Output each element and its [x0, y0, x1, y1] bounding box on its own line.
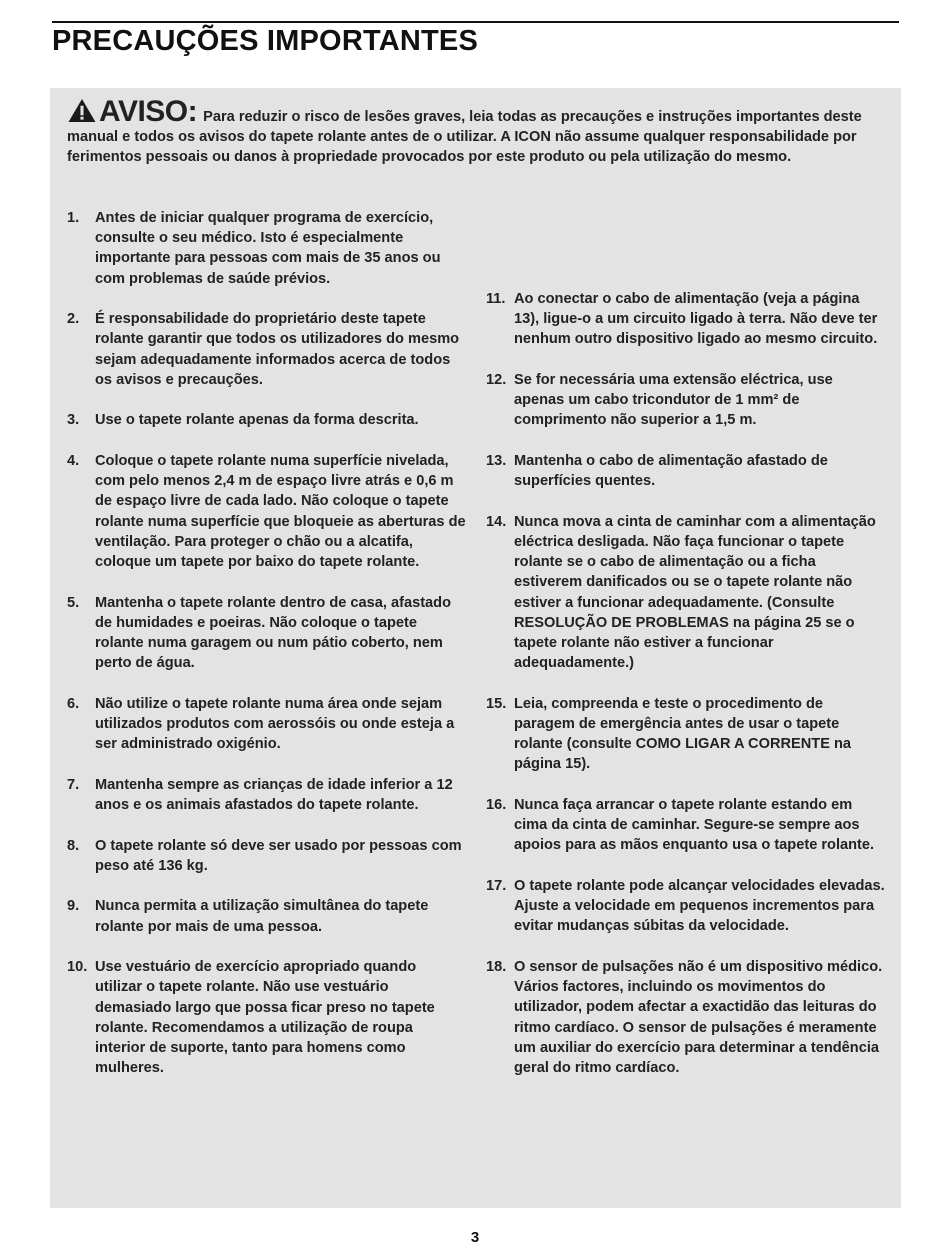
- precaution-number: 17.: [486, 878, 507, 895]
- precaution-text: Mantenha o tapete rolante dentro de casa, afastado de humidades e poeiras. Não coloque o tapete rolante numa garagem ou num pátio coberto, nem perto de água.: [95, 594, 452, 672]
- precaution-number: 8.: [67, 837, 80, 854]
- precaution-text: Use o tapete rolante apenas da forma descrita.: [95, 412, 419, 429]
- precaution-item: [486, 876, 886, 937]
- precaution-item: [67, 208, 467, 289]
- precaution-item: [486, 512, 886, 674]
- precaution-number: 5.: [67, 594, 80, 611]
- precaution-item: [486, 694, 886, 775]
- precautions-left-column: [67, 208, 467, 1099]
- precaution-item: [67, 957, 467, 1078]
- precaution-number: 9.: [67, 898, 80, 915]
- warning-text: Para reduzir o risco de lesões graves, leia todas as precauções e instruções importantes deste manual e todos os avisos do tapete rolante antes de o utilizar. A ICON não assume qualquer responsabilidade por ferimentos pessoais ou danos à propriedade provocados por este produto ou pela utilização do mesmo.: [67, 109, 862, 166]
- precaution-item: [486, 451, 886, 491]
- precaution-text: Antes de iniciar qualquer programa de exercício, consulte o seu médico. Isto é especialmente importante para pessoas com mais de 35 anos ou com problemas de saúde prévios.: [95, 210, 441, 287]
- precaution-item: [486, 795, 886, 856]
- precaution-item: [67, 775, 467, 815]
- precaution-text: Se for necessária uma extensão eléctrica, use apenas um cabo tricondutor de 1 mm² de comprimento não superior a 1,5 m.: [514, 372, 833, 429]
- page-title: PRECAUÇÕES IMPORTANTES: [52, 25, 479, 57]
- precaution-number: 18.: [486, 959, 507, 976]
- precaution-item: [486, 289, 886, 350]
- precaution-item: [67, 451, 467, 572]
- precaution-text: Nunca mova a cinta de caminhar com a alimentação eléctrica desligada. Não faça funcionar o tapete rolante se o cabo de alimentação ou a ficha estiverem danificados ou se o tapete rolante não estiver a funcionar adequadamente. (Consulte RESOLUÇÃO DE PROBLEMAS na página 25 se o tapete rolante não estiver a funcionar adequadamente.): [514, 513, 876, 672]
- precautions-list-right: [486, 289, 886, 1078]
- precaution-number: 1.: [67, 210, 80, 226]
- precaution-number: 10.: [67, 959, 88, 976]
- precaution-item: [67, 896, 467, 936]
- precaution-text: Mantenha sempre as crianças de idade inferior a 12 anos e os animais afastados do tapete rolante.: [95, 776, 453, 814]
- precaution-number: 14.: [486, 513, 507, 530]
- precaution-number: 7.: [67, 776, 80, 793]
- precaution-text: Não utilize o tapete rolante numa área onde sejam utilizados produtos com aerossóis ou onde esteja a ser administrado oxigénio.: [95, 695, 455, 753]
- precaution-item: [67, 309, 467, 390]
- precaution-text: Ao conectar o cabo de alimentação (veja a página 13), ligue-o a um circuito ligado à terra. Não deve ter nenhum outro dispositivo ligado ao mesmo circuito.: [514, 291, 878, 348]
- precaution-text: Use vestuário de exercício apropriado quando utilizar o tapete rolante. Não use vestuário demasiado largo que possa ficar preso no tapete rolante. Recomendamos a utilização de roupa interior de suporte, tanto para homens como mulheres.: [95, 959, 435, 1077]
- warning-block: [67, 95, 887, 168]
- warning-title: AVISO:: [99, 95, 198, 128]
- precaution-text: Leia, compreenda e teste o procedimento de paragem de emergência antes de usar o tapete rolante (consulte COMO LIGAR A CORRENTE na página 15).: [514, 695, 852, 773]
- page-number: 3: [470, 1229, 480, 1246]
- precautions-list-left: [67, 208, 467, 1078]
- warning-heading: [67, 95, 203, 128]
- precautions-right-column: [486, 289, 886, 1099]
- precaution-number: 13.: [486, 453, 507, 469]
- precaution-item: [67, 836, 467, 876]
- warning-triangle-icon: [67, 98, 97, 123]
- precaution-number: 15.: [486, 695, 507, 712]
- precaution-number: 11.: [486, 291, 506, 307]
- precaution-text: Mantenha o cabo de alimentação afastado de superfícies quentes.: [514, 453, 828, 490]
- precaution-text: Coloque o tapete rolante numa superfície nivelada, com pelo menos 2,4 m de espaço livre atrás e 0,6 m de espaço livre de cada lado. Não coloque o tapete rolante numa superfície que bloqueie as aberturas de ventilação. Para proteger o chão ou a alcatifa, coloque um tapete por baixo do tapete rolante.: [95, 453, 466, 571]
- precaution-item: [486, 370, 886, 431]
- precautions-panel: [50, 88, 901, 1208]
- precaution-number: 3.: [67, 412, 80, 429]
- precaution-text: O tapete rolante só deve ser usado por pessoas com peso até 136 kg.: [95, 837, 462, 874]
- precaution-item: [67, 694, 467, 755]
- precaution-text: O sensor de pulsações não é um dispositivo médico. Vários factores, incluindo os movimentos do utilizador, podem afectar a exactidão das leituras do ritmo cardíaco. O sensor de pulsações é meramente um auxiliar do exercício para determinar a tendência geral do ritmo cardíaco.: [514, 959, 883, 1077]
- precaution-text: Nunca faça arrancar o tapete rolante estando em cima da cinta de caminhar. Segure-se sempre aos apoios para as mãos enquanto usa o tapete rolante.: [514, 797, 875, 854]
- top-rule: [52, 21, 899, 23]
- precaution-item: [67, 410, 467, 430]
- precaution-item: [67, 593, 467, 674]
- precaution-item: [486, 957, 886, 1078]
- precaution-number: 4.: [67, 453, 80, 469]
- precaution-number: 16.: [486, 797, 507, 814]
- precaution-number: 2.: [67, 311, 80, 328]
- precaution-number: 12.: [486, 372, 507, 388]
- precaution-text: O tapete rolante pode alcançar velocidades elevadas. Ajuste a velocidade em pequenos incrementos para evitar mudanças súbitas da velocidade.: [514, 878, 885, 935]
- precaution-text: Nunca permita a utilização simultânea do tapete rolante por mais de uma pessoa.: [95, 898, 429, 935]
- precaution-text: É responsabilidade do proprietário deste tapete rolante garantir que todos os utilizadores do mesmo sejam adequadamente informados acerca de todos os avisos e precauções.: [95, 311, 460, 388]
- precaution-number: 6.: [67, 695, 80, 712]
